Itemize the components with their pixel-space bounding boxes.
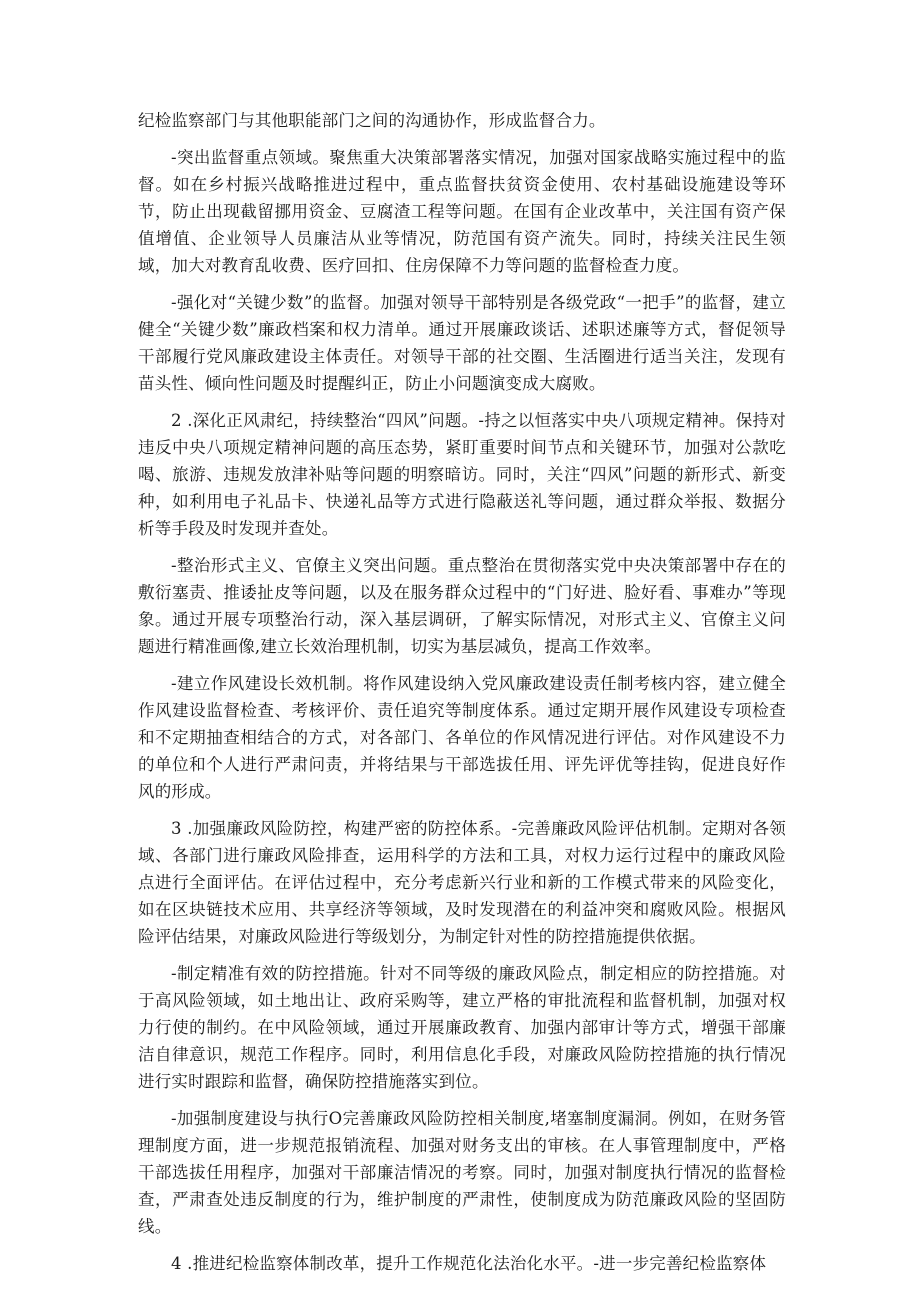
paragraph-formalism-bureaucratism: -整治形式主义、官僚主义突出问题。重点整治在贯彻落实党中央决策部署中存在的敷衍塞责、推诿扯皮等问题，以及在服务群众过程中的“门好进、脸好看、事难办”等现象。通过开展专项整治行动，深入基层调研，了解实际情况，对形式主义、官僚主义问题进行精准画像,建立长效治理机制，切实为基层减负，提高工作效率。 bbox=[138, 556, 786, 656]
paragraph-section-2-four-winds: 2 .深化正风肃纪，持续整治“四风”问题。-持之以恒落实中央八项规定精神。保持对违反中央八项规定精神问题的高压态势，紧盯重要时间节点和关键环节，加强对公款吃喝、旅游、违规发放津补贴等问题的明察暗访。同时，关注“四风”问题的新形式、新变种，如利用电子礼品卡、快递礼品等方式进行隐蔽送礼等问题，通过群众举报、数据分析等手段及时发现并查处。 bbox=[138, 411, 786, 538]
document-body bbox=[138, 107, 786, 1287]
paragraph-system-building: -加强制度建设与执行O完善廉政风险防控相关制度,堵塞制度漏洞。例如，在财务管理制度方面，进一步规范报销流程、加强对财务支出的审核。在人事管理制度中，严格干部选拔任用程序，加强对干部廉洁情况的考察。同时，加强对制度执行情况的监督检查，严肃查处违反制度的行为，维护制度的严肃性，使制度成为防范廉政风险的坚固防线。 bbox=[138, 1109, 786, 1236]
paragraph-section-3-risk-control: 3 .加强廉政风险防控，构建严密的防控体系。-完善廉政风险评估机制。定期对各领域、各部门进行廉政风险排查，运用科学的方法和工具，对权力运行过程中的廉政风险点进行全面评估。在评估过程中，充分考虑新兴行业和新的工作模式带来的风险变化，如在区块链技术应用、共享经济等领域，及时发现潜在的利益冲突和腐败风险。根据风险评估结果，对廉政风险进行等级划分，为制定针对性的防控措施提供依据。 bbox=[138, 819, 786, 946]
paragraph-continuation: 纪检监察部门与其他职能部门之间的沟通协作，形成监督合力。 bbox=[138, 111, 606, 130]
paragraph-work-style-mechanism: -建立作风建设长效机制。将作风建设纳入党风廉政建设责任制考核内容，建立健全作风建设监督检查、考核评价、责任追究等制度体系。通过定期开展作风建设专项检查和不定期抽查相结合的方式，对各部门、各单位的作风情况进行评估。对作风建设不力的单位和个人进行严肃问责，并将结果与干部选拔任用、评先评优等挂钩，促进良好作风的形成。 bbox=[138, 674, 786, 801]
paragraph-precise-control-measures: -制定精准有效的防控措施。针对不同等级的廉政风险点，制定相应的防控措施。对于高风险领域，如土地出让、政府采购等，建立严格的审批流程和监督机制，加强对权力行使的制约。在中风险领域，通过开展廉政教育、加强内部审计等方式，增强干部廉洁自律意识，规范工作程序。同时，利用信息化手段，对廉政风险防控措施的执行情况进行实时跟踪和监督，确保防控措施落实到位。 bbox=[138, 964, 786, 1091]
paragraph-key-minority-supervision: -强化对“关键少数”的监督。加强对领导干部特别是各级党政“一把手”的监督，建立健全“关键少数”廉政档案和权力清单。通过开展廉政谈话、述职述廉等方式，督促领导干部履行党风廉政建设主体责任。对领导干部的社交圈、生活圈进行适当关注，发现有苗头性、倾向性问题及时提醒纠正，防止小问题演变成大腐败。 bbox=[138, 293, 786, 393]
paragraph-section-4-reform: 4 .推进纪检监察体制改革，提升工作规范化法治化水平。-进一步完善纪检监察体 bbox=[171, 1254, 767, 1273]
paragraph-key-supervision-areas: -突出监督重点领域。聚焦重大决策部署落实情况，加强对国家战略实施过程中的监督。如在乡村振兴战略推进过程中，重点监督扶贫资金使用、农村基础设施建设等环节，防止出现截留挪用资金、豆腐渣工程等问题。在国有企业改革中，关注国有资产保值增值、企业领导人员廉洁从业等情况，防范国有资产流失。同时，持续关注民生领域，加大对教育乱收费、医疗回扣、住房保障不力等问题的监督检查力度。 bbox=[138, 148, 786, 275]
